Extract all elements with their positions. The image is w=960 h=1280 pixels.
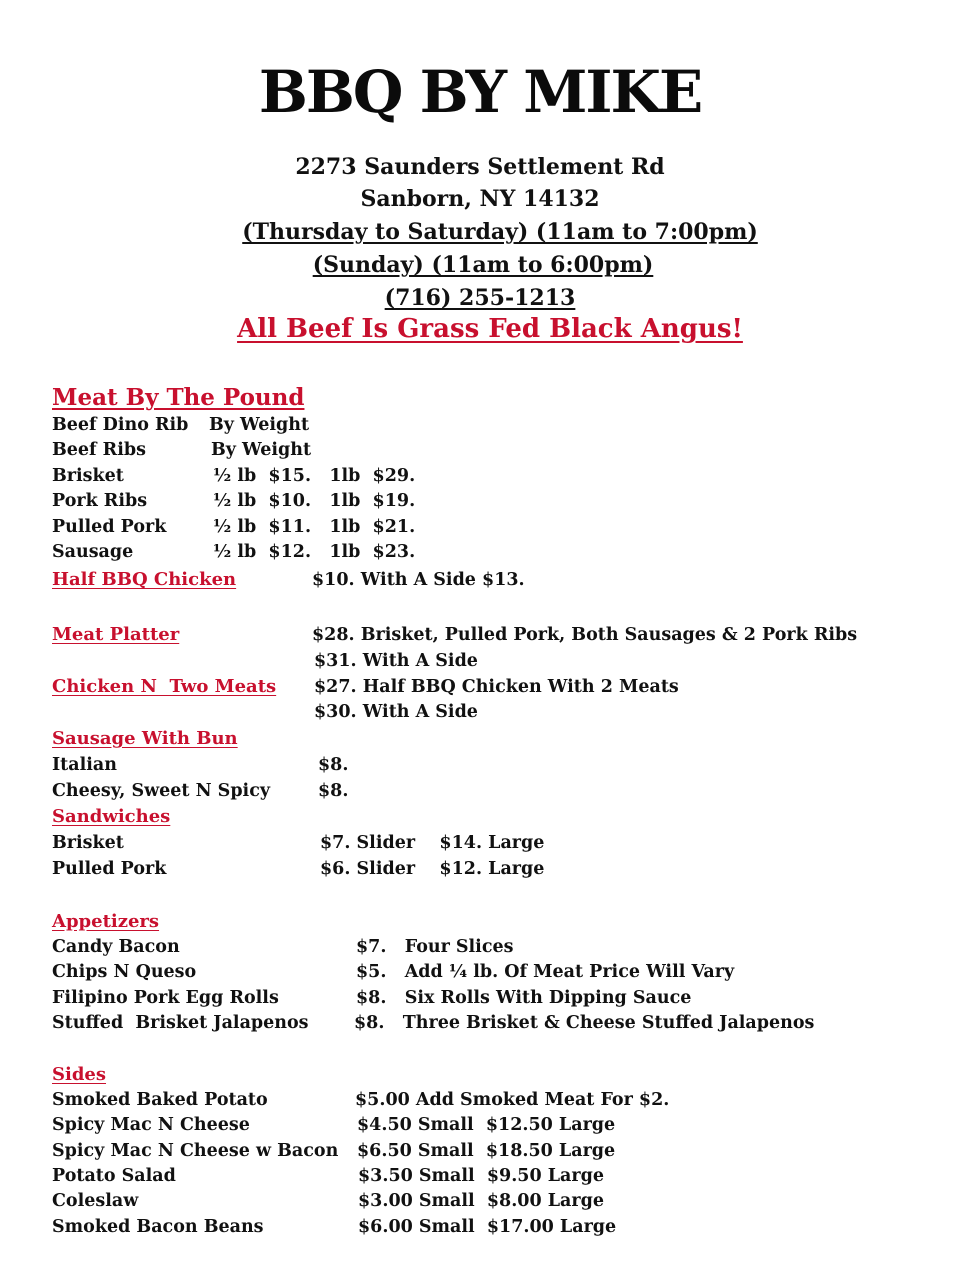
menu-item-price: $6. Slider $12. Large xyxy=(320,859,545,879)
menu-item-price: $8. xyxy=(318,781,349,801)
menu-item-name: Italian xyxy=(52,755,117,775)
menu-item-name: Spicy Mac N Cheese w Bacon xyxy=(52,1141,339,1161)
menu-item-name: Beef Ribs xyxy=(52,440,146,460)
menu-item-name: Smoked Bacon Beans xyxy=(52,1217,264,1237)
hours-sunday: (Sunday) (11am to 6:00pm) xyxy=(312,252,654,278)
half-chicken-price: $10. With A Side $13. xyxy=(312,570,525,590)
menu-item-price: $7. Four Slices xyxy=(356,937,514,957)
meat-platter-line-2: $31. With A Side xyxy=(314,651,478,671)
menu-item-price: $4.50 Small $12.50 Large xyxy=(357,1115,616,1135)
section-chicken-two-meats: Chicken N Two Meats xyxy=(52,676,277,697)
menu-item-price: By Weight xyxy=(209,415,310,435)
menu-item-name: Stuffed Brisket Jalapenos xyxy=(52,1013,309,1033)
meat-platter-line-1: $28. Brisket, Pulled Pork, Both Sausages & 2 Pork Ribs xyxy=(312,625,858,645)
section-sausage-bun: Sausage With Bun xyxy=(52,728,238,749)
menu-item-name: Filipino Pork Egg Rolls xyxy=(52,988,279,1008)
hours-weekday: (Thursday to Saturday) (11am to 7:00pm) xyxy=(242,219,758,245)
menu-item-name: Candy Bacon xyxy=(52,937,180,957)
menu-item-price: By Weight xyxy=(211,440,312,460)
menu-item-price: ½ lb $11. 1lb $21. xyxy=(213,517,416,537)
menu-item-price: $3.00 Small $8.00 Large xyxy=(358,1191,604,1211)
menu-item-name: Pulled Pork xyxy=(52,517,167,537)
section-sides: Sides xyxy=(52,1064,107,1085)
section-sandwiches: Sandwiches xyxy=(52,806,171,827)
menu-item-name: Brisket xyxy=(52,833,124,853)
menu-item-name: Pork Ribs xyxy=(52,491,148,511)
menu-item-name: Pulled Pork xyxy=(52,859,167,879)
menu-item-price: $6.00 Small $17.00 Large xyxy=(358,1217,617,1237)
tagline: All Beef Is Grass Fed Black Angus! xyxy=(237,314,743,344)
menu-item-name: Cheesy, Sweet N Spicy xyxy=(52,781,271,801)
address-line-1: 2273 Saunders Settlement Rd xyxy=(295,154,665,180)
menu-item-price: $8. Six Rolls With Dipping Sauce xyxy=(356,988,692,1008)
section-meat-by-pound: Meat By The Pound xyxy=(52,384,305,411)
menu-item-price: $7. Slider $14. Large xyxy=(320,833,545,853)
menu-item-price: $5. Add ¼ lb. Of Meat Price Will Vary xyxy=(356,962,735,982)
menu-item-name: Spicy Mac N Cheese xyxy=(52,1115,250,1135)
menu-item-name: Chips N Queso xyxy=(52,962,197,982)
section-appetizers: Appetizers xyxy=(52,911,160,932)
chicken-two-meats-line-1: $27. Half BBQ Chicken With 2 Meats xyxy=(314,677,679,697)
restaurant-title: BBQ BY MIKE xyxy=(258,58,702,126)
menu-item-price: $8. Three Brisket & Cheese Stuffed Jalapenos xyxy=(354,1013,815,1033)
menu-item-price: ½ lb $10. 1lb $19. xyxy=(213,491,416,511)
menu-item-price: $8. xyxy=(318,755,349,775)
menu-item-name: Smoked Baked Potato xyxy=(52,1090,268,1110)
section-meat-platter: Meat Platter xyxy=(52,624,180,645)
menu-item-price: $6.50 Small $18.50 Large xyxy=(357,1141,616,1161)
menu-item-price: $3.50 Small $9.50 Large xyxy=(358,1166,604,1186)
menu-item-price: ½ lb $15. 1lb $29. xyxy=(213,466,416,486)
menu-item-price: ½ lb $12. 1lb $23. xyxy=(213,542,416,562)
menu-item-price: $5.00 Add Smoked Meat For $2. xyxy=(355,1090,670,1110)
chicken-two-meats-line-2: $30. With A Side xyxy=(314,702,478,722)
menu-item-name: Potato Salad xyxy=(52,1166,176,1186)
section-half-chicken: Half BBQ Chicken xyxy=(52,569,237,590)
menu-item-name: Coleslaw xyxy=(52,1191,139,1211)
menu-item-name: Beef Dino Rib xyxy=(52,415,189,435)
menu-item-name: Brisket xyxy=(52,466,124,486)
menu-item-name: Sausage xyxy=(52,542,134,562)
address-line-2: Sanborn, NY 14132 xyxy=(360,186,600,212)
phone-number: (716) 255-1213 xyxy=(384,285,576,311)
